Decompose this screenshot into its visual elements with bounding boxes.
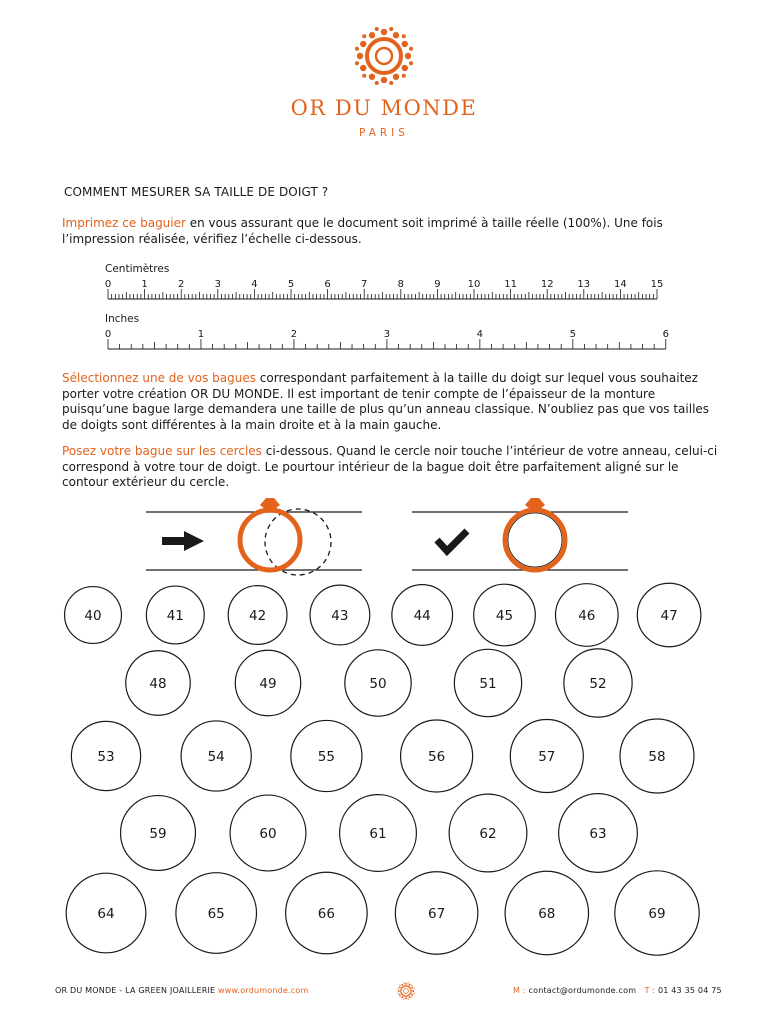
size-label: 55 (317, 749, 335, 765)
ruler-cm-tick-label: 6 (324, 279, 331, 290)
ruler-in-tick-label: 4 (476, 329, 484, 340)
size-label: 58 (648, 749, 666, 765)
footer-email-link[interactable]: contact@ordumonde.com (528, 986, 637, 995)
footer-phone: 01 43 35 04 75 (657, 986, 722, 995)
size-label: 54 (207, 749, 225, 765)
size-label: 53 (97, 749, 115, 765)
size-label: 59 (149, 826, 167, 842)
ruler-cm-tick-label: 7 (361, 279, 368, 290)
ruler-cm-tick-label: 13 (577, 279, 591, 290)
size-label: 41 (166, 608, 184, 624)
place-text: ci-dessous. Quand le cercle noir touche l’intérieur de votre anneau, celui-ci correspond à votre tour de doigt. Le pourtour intérieur de la bague doit être parfaitement aligné sur le contour extérieur du cercle. (62, 444, 718, 489)
size-label: 61 (369, 826, 387, 842)
ruler-cm-tick-label: 15 (650, 279, 664, 290)
ruler-cm-tick-label: 2 (178, 279, 185, 290)
size-label: 48 (149, 676, 167, 692)
select-text: correspondant parfaitement à la taille du doigt sur lequel vous souhaitez porter votre création OR DU MONDE. Il est important de tenir compte de l’épaisseur de la monture puisqu’une bague large demandera une taille de plus qu’un anneau classique. N’oubliez pas que vos tailles de doigts sont différentes à la main droite et à la main gauche. (62, 371, 710, 432)
ruler-in-tick-label: 6 (662, 329, 669, 340)
page-title: COMMENT MESURER SA TAILLE DE DOIGT ? (64, 185, 329, 199)
ruler-in-tick-label: 0 (104, 329, 112, 340)
ruler-in-tick-label: 5 (569, 329, 577, 340)
size-label: 44 (413, 608, 431, 624)
size-label: 52 (589, 676, 607, 692)
size-label: 63 (589, 826, 607, 842)
brand-city: PARIS (359, 127, 409, 139)
intro-text: en vous assurant que le document soit imprimé à taille réelle (100%). Une fois l’impression réalisée, vérifiez l’échelle ci-dessous. (62, 216, 663, 246)
ruler-cm-tick-label: 14 (614, 279, 627, 290)
select-highlight: Sélectionnez une de vos bagues (62, 371, 256, 385)
size-label: 45 (495, 608, 514, 624)
footer-company: OR DU MONDE - LA GREEN JOAILLERIE (55, 986, 216, 995)
size-label: 56 (428, 749, 446, 765)
size-label: 62 (479, 826, 497, 842)
ruler-in-label: Inches (105, 313, 140, 325)
size-label: 65 (207, 906, 225, 922)
size-label: 46 (578, 608, 596, 624)
footer-right (513, 986, 722, 995)
ruler-cm-tick-label: 12 (540, 279, 554, 290)
size-label: 43 (331, 608, 349, 624)
size-label: 42 (249, 608, 267, 624)
size-label: 51 (479, 676, 497, 692)
ruler-in-tick-label: 3 (383, 329, 391, 340)
ruler-cm-tick-label: 10 (467, 279, 481, 290)
ruler-cm-tick-label: 1 (141, 279, 148, 290)
footer-website-link[interactable]: www.ordumonde.com (218, 986, 309, 995)
footer-t-label: T : (644, 986, 656, 995)
ruler-cm-tick-label: 3 (214, 279, 221, 290)
brand-name: OR DU MONDE (290, 96, 478, 120)
size-label: 69 (648, 906, 666, 922)
ruler-cm-tick-label: 9 (434, 279, 441, 290)
size-label: 64 (97, 906, 115, 922)
size-label: 66 (317, 906, 335, 922)
footer-m-label: M : (513, 986, 526, 995)
ruler-cm-tick-label: 11 (504, 279, 517, 290)
size-label: 49 (259, 676, 277, 692)
intro-highlight: Imprimez ce baguier (62, 216, 186, 230)
ruler-cm-tick-label: 5 (287, 279, 295, 290)
ruler-in-tick-label: 1 (197, 329, 205, 340)
ruler-cm-tick-label: 0 (104, 279, 112, 290)
place-highlight: Posez votre bague sur les cercles (62, 444, 262, 458)
size-label: 60 (259, 826, 277, 842)
size-label: 57 (538, 749, 556, 765)
ruler-cm-tick-label: 8 (397, 279, 404, 290)
size-label: 47 (660, 608, 678, 624)
size-label: 67 (428, 906, 446, 922)
ruler-in-tick-label: 2 (290, 329, 298, 340)
ruler-cm-label: Centimètres (105, 263, 170, 275)
size-label: 50 (369, 676, 387, 692)
size-label: 68 (538, 906, 556, 922)
size-label: 40 (84, 608, 102, 624)
ruler-cm-tick-label: 4 (251, 279, 258, 290)
